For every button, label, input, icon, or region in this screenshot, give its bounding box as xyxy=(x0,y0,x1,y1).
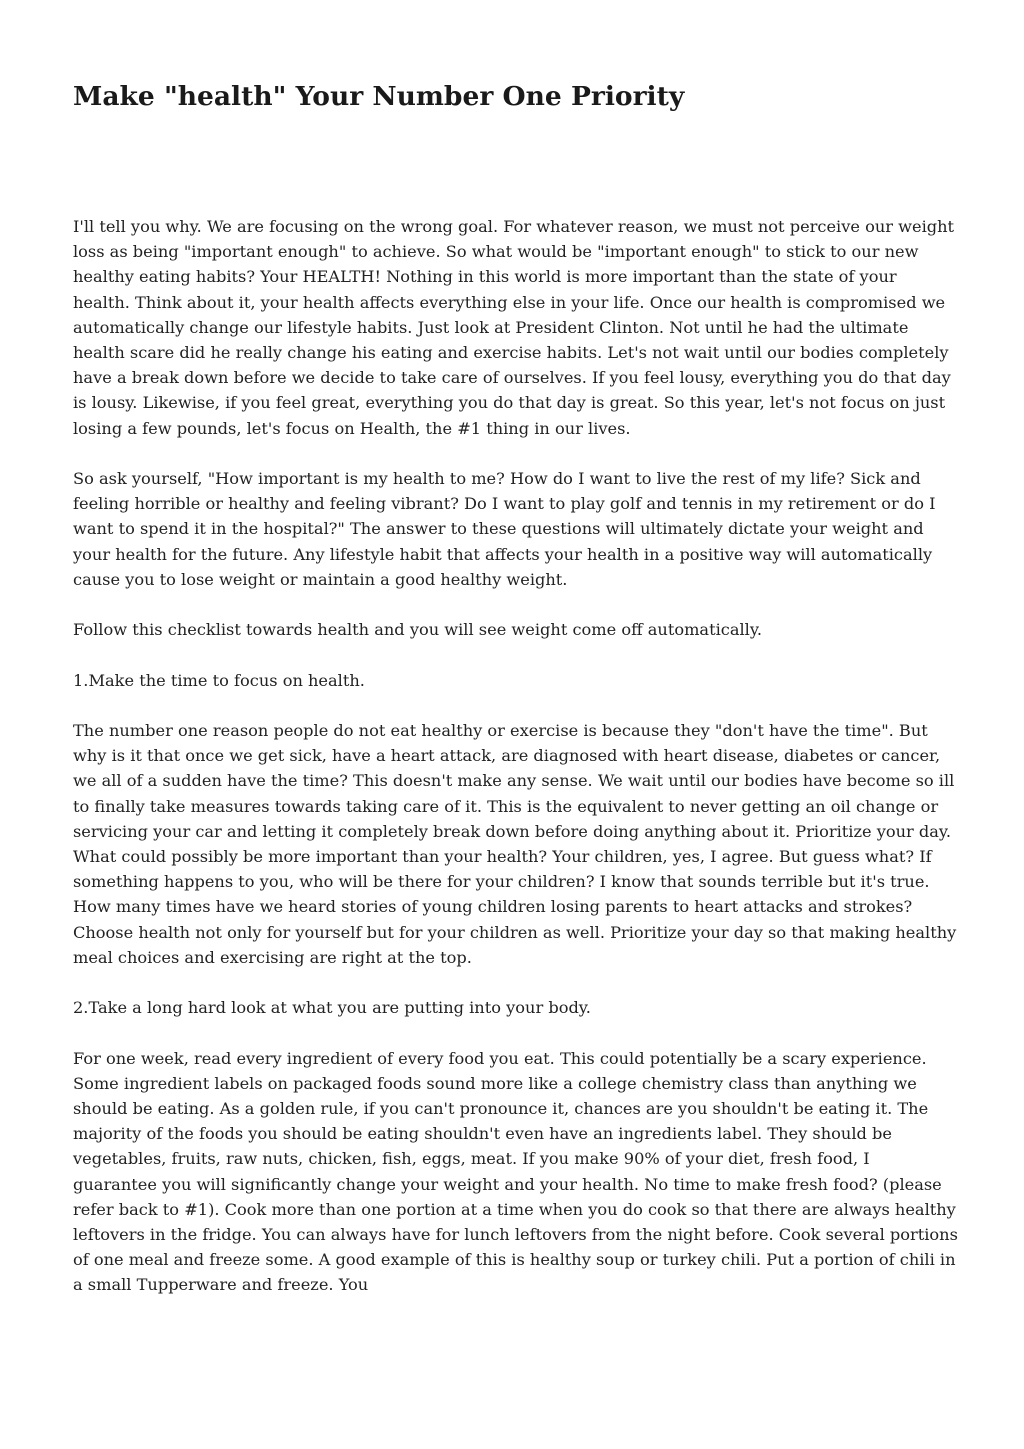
page-title: Make "health" Your Number One Priority xyxy=(73,81,685,112)
checklist-heading-2: 2.Take a long hard look at what you are putting into your body. xyxy=(73,998,591,1018)
paragraph-ingredients: For one week, read every ingredient of every food you eat. This could potentially be a scary experience. Some ingredient labels on packaged foods sound more like a college chemistry class than anything we should be eating. As a golden rule, if you can't pronounce it, chances are you shouldn't be eating it. The majority of the foods you should be eating shouldn't even have an ingredients label. They should be vegetables, fruits, raw nuts, chicken, fish, eggs, meat. If you make 90% of your diet, fresh food, I guarantee you will significantly change your weight and your health. No time to make fresh food? (please refer back to #1). Cook more than one portion at a time when you do cook so that there are always healthy leftovers in the fridge. You can always have for lunch leftovers from the night before. Cook several portions of one meal and freeze some. A good example of this is healthy soup or turkey chili. Put a portion of chili in a small Tupperware and freeze. You xyxy=(73,1048,958,1295)
document-page xyxy=(73,78,958,1323)
paragraph-checklist-intro: Follow this checklist towards health and you will see weight come off automatically. xyxy=(73,620,762,640)
paragraph-make-time: The number one reason people do not eat healthy or exercise is because they "don't have the time". But why is it that once we get sick, have a heart attack, are diagnosed with heart disease, diabetes or cancer, we all of a sudden have the time? This doesn't make any sense. We wait until our bodies have become so ill to finally take measures towards taking care of it. This is the equivalent to never getting an oil change or servicing your car and letting it completely break down before doing anything about it. Prioritize your day. What could possibly be more important than your health? Your children, yes, I agree. But guess what? If something happens to you, who will be there for your children? I know that sounds terrible but it's true. How many times have we heard stories of young children losing parents to heart attacks and strokes? Choose health not only for yourself but for your children as well. Prioritize your day so that making healthy meal choices and exercising are right at the top. xyxy=(73,721,957,967)
paragraph-ask-yourself: So ask yourself, "How important is my health to me? How do I want to live the rest of my life? Sick and feeling horrible or healthy and feeling vibrant? Do I want to play golf and tennis in my retirement or do I want to spend it in the hospital?" The answer to these questions will ultimately dictate your weight and your health for the future. Any lifestyle habit that affects your health in a positive way will automatically cause you to lose weight or maintain a good healthy weight. xyxy=(73,469,936,589)
document-body xyxy=(73,214,958,1298)
paragraph-intro: I'll tell you why. We are focusing on the wrong goal. For whatever reason, we must not perceive our weight loss as being "important enough" to achieve. So what would be "important enough" to stick to our new healthy eating habits? Your HEALTH! Nothing in this world is more important than the state of your health. Think about it, your health affects everything else in your life. Once our health is compromised we automatically change our lifestyle habits. Just look at President Clinton. Not until he had the ultimate health scare did he really change his eating and exercise habits. Let's not wait until our bodies completely have a break down before we decide to take care of ourselves. If you feel lousy, everything you do that day is lousy. Likewise, if you feel great, everything you do that day is great. So this year, let's not focus on just losing a few pounds, let's focus on Health, the #1 thing in our lives. xyxy=(73,217,955,438)
checklist-heading-1: 1.Make the time to focus on health. xyxy=(73,670,365,690)
